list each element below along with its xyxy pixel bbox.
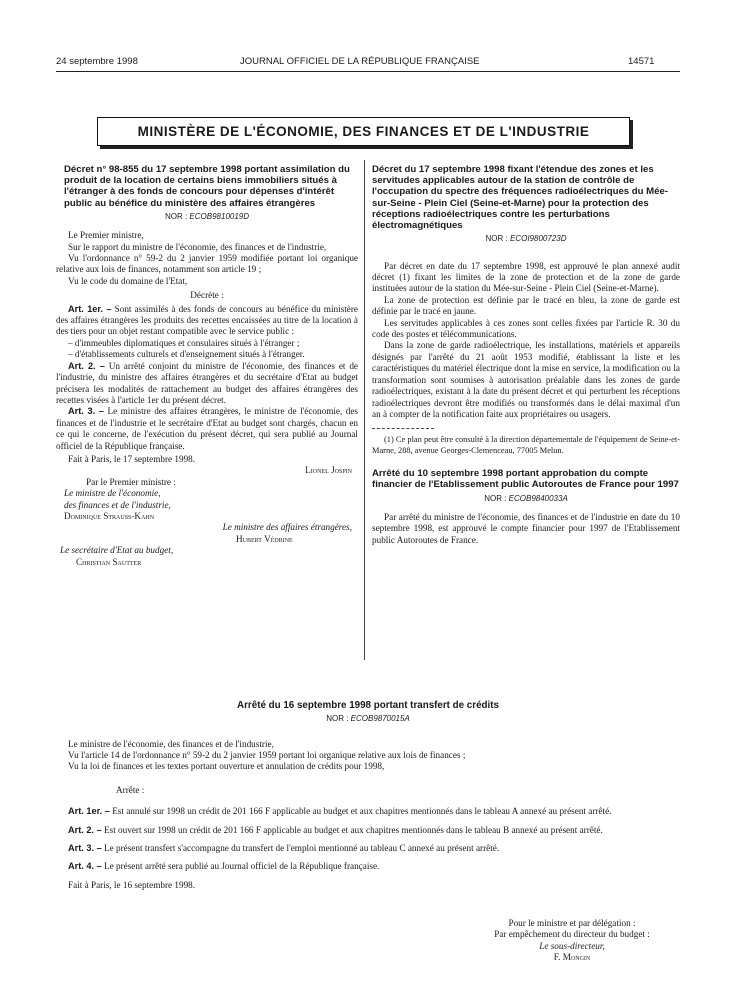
right-column xyxy=(372,164,680,546)
header-journal: JOURNAL OFFICIEL DE LA RÉPUBLIQUE FRANÇAISE xyxy=(240,56,480,67)
ministry-banner: MINISTÈRE DE L'ÉCONOMIE, DES FINANCES ET DE L'INDUSTRIE xyxy=(97,117,630,146)
article-4: Art. 4. – Le présent arrêté sera publié au Journal officiel de la République française. xyxy=(68,861,380,872)
arrete-label: Arrête : xyxy=(116,784,145,795)
article-1: Art. 1er. – Est annulé sur 1998 un crédit de 201 166 F applicable au budget et aux chapitres mentionnés dans le tableau A annexé au présent arrêté. xyxy=(68,806,612,817)
article-3: Art. 3. – Le présent transfert s'accompagne du transfert de l'emploi mentionné au tableau C annexé au présent arrêté. xyxy=(68,843,500,854)
signer-name: F. Mongin xyxy=(553,952,591,963)
signer-name: Dominique Strauss-Kahn xyxy=(64,510,155,521)
signature-line: Par empêchement du directeur du budget : xyxy=(494,929,650,940)
footnote-rule xyxy=(372,428,434,429)
signature-line: des finances et de l'industrie, xyxy=(64,499,171,510)
paragraph: Par décret en date du 17 septembre 1998, est approuvé le plan annexé audit décret (1) fixant les limites de la zone de protection et de la zone de garde instituées autour de la station du Mée-sur-Seine - Plein Ciel (Seine-et-Marne). xyxy=(372,260,680,294)
article-1: Art. 1er. – Sont assimilés à des fonds de concours au bénéfice du ministère des affaires étrangères les produits des recettes encaissées au titre de la location à des tiers pour un objet restant compatible avec le service public : xyxy=(56,303,358,337)
decree-2-title: Décret du 17 septembre 1998 fixant l'étendue des zones et les servitudes applicables autour de la station de contrôle de l'occupation du spectre des fréquences radioélectriques du Mée-sur-Seine - Plein Ciel (Seine-et-Marne) pour la protection des réceptions radioélectriques contre les perturbations électromagnétiques xyxy=(372,164,669,232)
transfer-arrete xyxy=(56,700,680,963)
signer-name: Christian Sautter xyxy=(76,556,142,567)
header-date: 24 septembre 1998 xyxy=(56,56,138,67)
column-separator xyxy=(364,160,365,660)
signature-line: Pour le ministre et par délégation : xyxy=(508,918,636,928)
paragraph: Le ministre de l'économie, des finances et de l'industrie, xyxy=(68,738,274,749)
transfer-nor: NOR : ECOB9870015A xyxy=(326,714,410,724)
paragraph: Vu l'article 14 de l'ordonnance n° 59-2 du 2 janvier 1959 portant loi organique relative aux lois de finances ; xyxy=(68,750,466,761)
signature-line: Par le Premier ministre : xyxy=(86,476,176,487)
transfer-title: Arrêté du 16 septembre 1998 portant transfert de crédits xyxy=(237,700,499,711)
decrete-label: Décrète : xyxy=(190,290,224,301)
signer-name: Lionel Jospin xyxy=(305,465,352,476)
arrete-title: Arrêté du 10 septembre 1998 portant approbation du compte financier de l'Etablissement public Autoroutes de France pour 1997 xyxy=(372,468,679,491)
paragraph: Dans la zone de garde radioélectrique, les installations, matériels et appareils désignés par l'arrêté du 21 août 1953 modifié, établissant la liste et les caractéristiques du matériel électrique dont la mise en service, la modification ou la transformation sont soumises à autorisation préalable dans les zones de garde radioélectriques, existant à la date du présent décret et qui perturbent les réceptions radioélectriques devront être modifiés ou transformés dans le délai maximal d'un an à compter de la notification faite aux propriétaires ou usagers. xyxy=(372,340,680,419)
article-2: Art. 2. – Un arrêté conjoint du ministre de l'économie, des finances et de l'industrie, du ministre des affaires étrangères et du secrétaire d'Etat au budget précisera les modalités de rattachement au budget des affaires étrangères des recettes visées à l'article 1er du présent décret. xyxy=(56,360,358,405)
paragraph: Par arrêté du ministre de l'économie, des finances et de l'industrie en date du 10 septembre 1998, est approuvé le compte financier pour 1997 de l'Etablissement public Autoroutes de France. xyxy=(372,511,680,545)
header-rule xyxy=(56,71,680,72)
decree-1-title: Décret n° 98-855 du 17 septembre 1998 portant assimilation du produit de la location de certains biens immobiliers situés à l'étranger à des fonds de concours pour dépenses d'intérêt public au bénéfice du ministère des affaires étrangères xyxy=(64,164,350,209)
arrete-nor: NOR : ECOB9840033A xyxy=(484,493,568,503)
paragraph: Le Premier ministre, xyxy=(68,230,144,241)
left-column xyxy=(56,164,358,568)
paragraph: Vu la loi de finances et les textes portant ouverture et annulation de crédits pour 1998, xyxy=(68,761,385,772)
signature-line: Le ministre des affaires étrangères, xyxy=(222,522,352,533)
list-item: – d'immeubles diplomatiques et consulaires situés à l'étranger ; xyxy=(68,337,300,348)
transfer-signature xyxy=(464,918,680,964)
paragraph: La zone de protection est définie par le tracé en bleu, la zone de garde est définie par le tracé en jaune. xyxy=(372,294,680,317)
signature-date: Fait à Paris, le 16 septembre 1998. xyxy=(68,879,196,890)
paragraph: Les servitudes applicables à ces zones sont celles fixées par l'article R. 30 du code des postes et télécommunications. xyxy=(372,317,680,340)
paragraph: Sur le rapport du ministre de l'économie, des finances et de l'industrie, xyxy=(68,241,327,252)
article-3: Art. 3. – Le ministre des affaires étrangères, le ministre de l'économie, des finances et de l'industrie et le secrétaire d'Etat au budget sont chargés, chacun en ce qui le concerne, de l'exécution du présent décret, qui sera publié au Journal officiel de la République française. xyxy=(56,406,358,451)
footnote: (1) Ce plan peut être consulté à la direction départementale de l'équipement de Seine-et-Marne, 288, avenue Georges-Clemenceau, 77005 Melun. xyxy=(372,435,680,455)
signature-date: Fait à Paris, le 17 septembre 1998. xyxy=(68,453,196,464)
decree-1-nor: NOR : ECOB9810019D xyxy=(164,211,250,221)
header-page-number: 14571 xyxy=(628,56,655,67)
list-item: – d'établissements culturels et d'enseignement situés à l'étranger. xyxy=(68,349,305,360)
signature-line: Le secrétaire d'Etat au budget, xyxy=(60,545,174,556)
signature-line: Le ministre de l'économie, xyxy=(64,488,161,499)
article-2: Art. 2. – Est ouvert sur 1998 un crédit de 201 166 F applicable au budget et aux chapitres mentionnés dans le tableau B annexé au présent arrêté. xyxy=(68,824,603,835)
decree-2-nor: NOR : ECOI9800723D xyxy=(485,234,567,244)
signature-line: Le sous-directeur, xyxy=(539,940,605,951)
signer-name: Hubert Védrine xyxy=(236,533,293,544)
paragraph: Vu l'ordonnance n° 59-2 du 2 janvier 1959 modifiée portant loi organique relative aux lois de finances, notamment son article 19 ; xyxy=(56,253,358,275)
paragraph: Vu le code du domaine de l'Etat, xyxy=(68,275,188,286)
